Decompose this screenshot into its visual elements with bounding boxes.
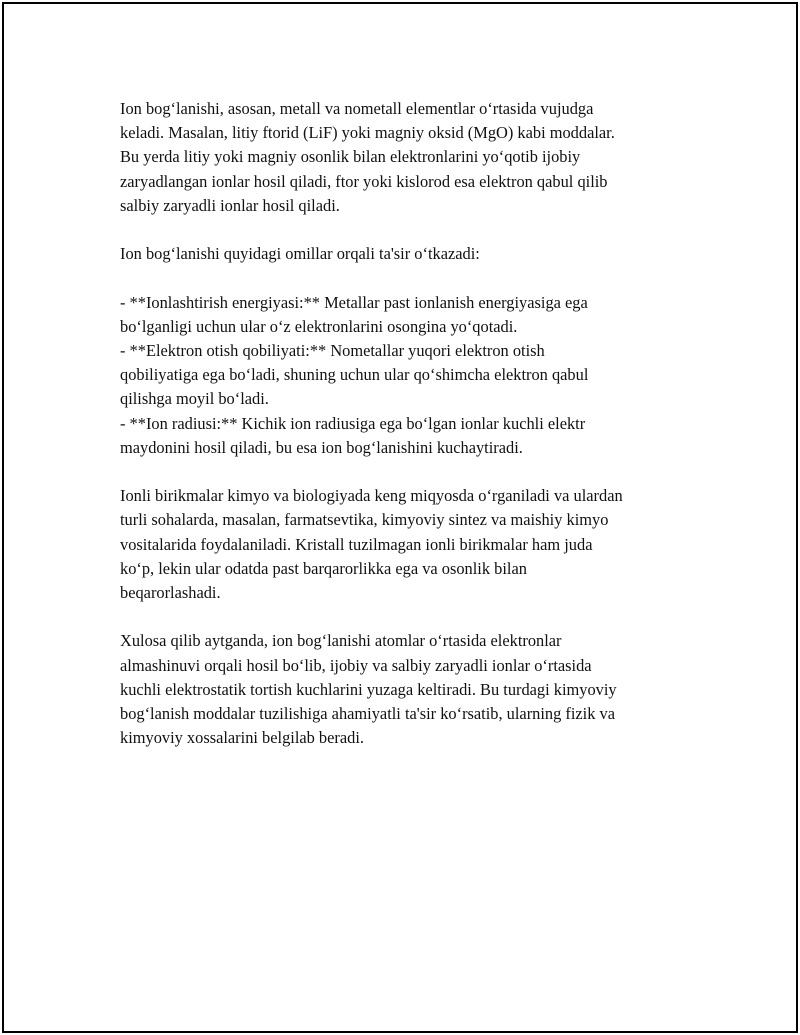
text-line: maydonini hosil qiladi, bu esa ion bog‘lanishini kuchaytiradi.	[120, 437, 523, 457]
paragraph-factors-heading	[120, 242, 700, 266]
text-line: Bu yerda litiy yoki magniy osonlik bilan elektronlarini yo‘qotib ijobiy	[120, 147, 581, 167]
text-line: kimyoviy xossalarini belgilab beradi.	[120, 728, 364, 748]
text-line: turli sohalarda, masalan, farmatsevtika, kimyoviy sintez va maishiy kimyo	[120, 510, 609, 530]
text-line: bo‘lganligi uchun ular o‘z elektronlarini osongina yo‘qotadi.	[120, 316, 518, 336]
list-item-ion-radius: - **Ion radiusi:** Kichik ion radiusiga ega bo‘lgan ionlar kuchli elektr	[120, 413, 586, 433]
text-line: kuchli elektrostatik tortish kuchlarini yuzaga keltiradi. Bu turdagi kimyoviy	[120, 679, 617, 699]
list-item-electron-affinity: - **Elektron otish qobiliyati:** Nometallar yuqori elektron otish	[120, 341, 545, 360]
text-line: vositalarida foydalaniladi. Kristall tuzilmagan ionli birikmalar ham juda	[120, 534, 593, 554]
text-line: zaryadlangan ionlar hosil qiladi, ftor yoki kislorod esa elektron qabul qilib	[120, 171, 608, 191]
text-line: Ionli birikmalar kimyo va biologiyada keng miqyosda o‘rganiladi va ulardan	[120, 486, 623, 506]
paragraph-conclusion	[120, 629, 700, 750]
text-line: ko‘p, lekin ular odatda past barqarorlikka ega va osonlik bilan	[120, 558, 527, 578]
document-body	[120, 97, 700, 775]
text-line: almashinuvi orqali hosil bo‘lib, ijobiy va salbiy zaryadli ionlar o‘rtasida	[120, 655, 592, 675]
paragraph-factors-list	[120, 291, 700, 460]
text-line: salbiy zaryadli ionlar hosil qiladi.	[120, 195, 340, 215]
text-line: Ion bog‘lanishi, asosan, metall va nometall elementlar o‘rtasida vujudga	[120, 99, 594, 118]
text-line: bog‘lanish moddalar tuzilishiga ahamiyatli ta'sir ko‘rsatib, ularning fizik va	[120, 704, 616, 724]
paragraph-ionic-bond-intro	[120, 97, 700, 218]
list-item-ionization-energy: - **Ionlashtirish energiyasi:** Metallar past ionlanish energiyasiga ega	[120, 292, 588, 312]
document-page	[2, 2, 798, 1033]
text-line: qilishga moyil bo‘ladi.	[120, 389, 269, 409]
paragraph-ionic-compounds	[120, 484, 700, 605]
text-line: Xulosa qilib aytganda, ion bog‘lanishi atomlar o‘rtasida elektronlar	[120, 631, 562, 651]
text-line: qobiliyatiga ega bo‘ladi, shuning uchun ular qo‘shimcha elektron qabul	[120, 365, 589, 385]
text-line: keladi. Masalan, litiy ftorid (LiF) yoki magniy oksid (MgO) kabi moddalar.	[120, 123, 615, 143]
text-line: beqarorlashadi.	[120, 583, 221, 603]
text-line: Ion bog‘lanishi quyidagi omillar orqali ta'sir o‘tkazadi:	[120, 244, 480, 264]
